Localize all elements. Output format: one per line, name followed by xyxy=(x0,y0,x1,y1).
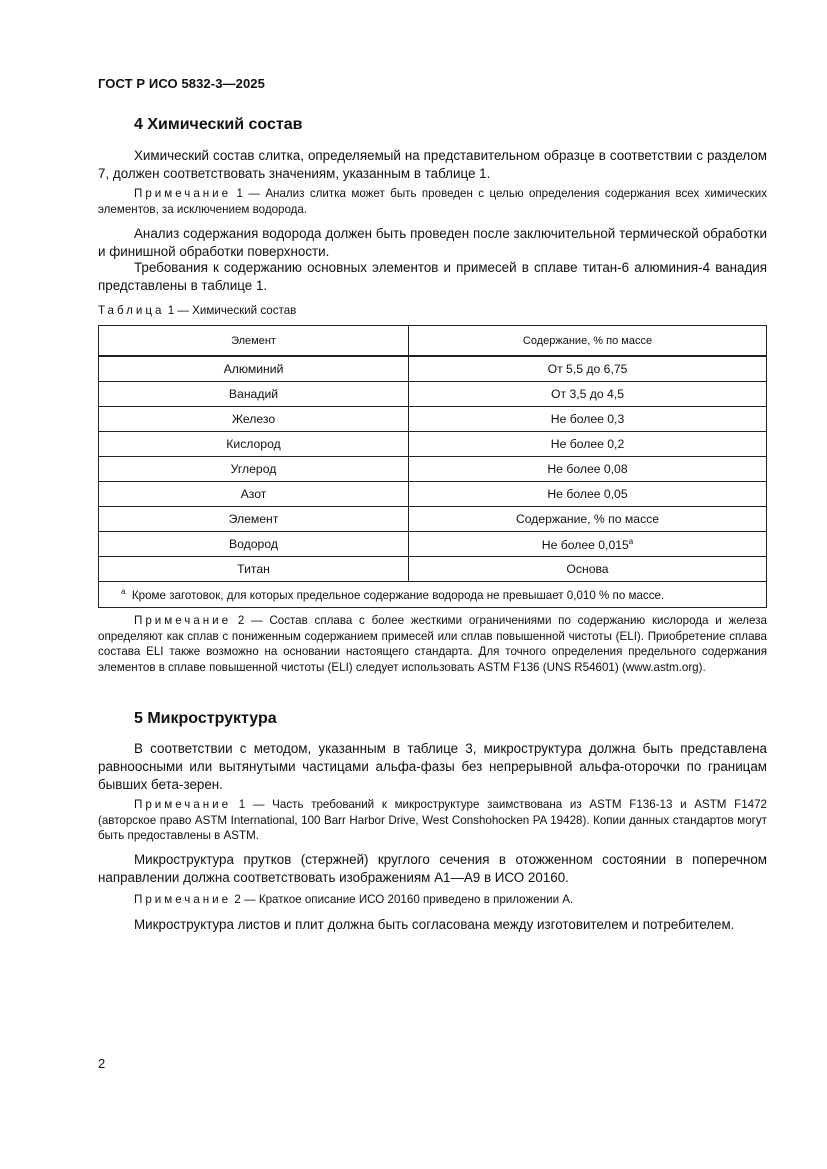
table-caption-label: Таблица xyxy=(98,304,165,317)
hydrogen-value: Не более 0,015 xyxy=(541,537,629,552)
table-row xyxy=(99,557,767,582)
table-footnote-row xyxy=(99,582,767,608)
cell-content: Не более 0,2 xyxy=(409,432,767,457)
table-row xyxy=(99,457,767,482)
cell-element: Элемент xyxy=(99,507,409,532)
table-row xyxy=(99,482,767,507)
section-5-title: 5 Микроструктура xyxy=(134,710,277,727)
cell-element: Ванадий xyxy=(99,382,409,407)
section-4-paragraph-1: Химический состав слитка, определяемый на представительном образце в соответствии с разделом 7, должен соответствовать значениям, указанным в таблице 1. xyxy=(98,148,767,181)
table-row xyxy=(99,407,767,432)
cell-element: Водород xyxy=(99,532,409,557)
cell-content: Не более 0,3 xyxy=(409,407,767,432)
cell-element: Железо xyxy=(99,407,409,432)
cell-element: Азот xyxy=(99,482,409,507)
section-5-paragraph-2: Микроструктура прутков (стержней) круглого сечения в отожженном состоянии в поперечном направлении должна соответствовать изображениям А1—А9 в ИСО 20160. xyxy=(98,852,767,885)
note-label: Примечание xyxy=(134,798,232,811)
cell-element: Алюминий xyxy=(99,356,409,382)
note-text: 2 — Краткое описание ИСО 20160 приведено в приложении А. xyxy=(231,893,574,906)
table-caption-text: 1 — Химический состав xyxy=(164,304,297,317)
note-text: 1 — Анализ слитка может быть проведен с целью определения содержания всех химических элементов, за исключением водорода. xyxy=(98,187,767,216)
section-5-paragraph-1: В соответствии с методом, указанным в таблице 3, микроструктура должна быть представлена равноосными или вытянутыми частицами альфа-фазы без непрерывной альфа-оторочки по границам бывших бета-зерен. xyxy=(98,741,767,792)
section-4-note-2 xyxy=(98,613,767,675)
footnote-text: Кроме заготовок, для которых предельное содержание водорода не превышает 0,010 % по массе. xyxy=(131,589,665,602)
cell-content: От 5,5 до 6,75 xyxy=(409,356,767,382)
cell-content: Основа xyxy=(409,557,767,582)
note-label: Примечание xyxy=(134,893,232,906)
cell-element: Кислород xyxy=(99,432,409,457)
table-header-row xyxy=(99,326,767,357)
table-row xyxy=(99,532,767,557)
header-element: Элемент xyxy=(99,326,409,357)
section-4-title: 4 Химический состав xyxy=(134,116,303,133)
note-label: Примечание xyxy=(134,187,232,200)
section-4-paragraph-2: Анализ содержания водорода должен быть проведен после заключительной термической обработки и финишной обработки поверхности. xyxy=(98,226,767,259)
section-5-note-1 xyxy=(98,797,767,844)
section-5-note-2 xyxy=(98,892,767,908)
section-5-paragraph-3: Микроструктура листов и плит должна быть согласована между изготовителем и потребителем. xyxy=(134,917,735,932)
cell-content: Содержание, % по массе xyxy=(409,507,767,532)
table-row xyxy=(99,356,767,382)
header-content: Содержание, % по массе xyxy=(409,326,767,357)
table-row xyxy=(99,507,767,532)
chemical-composition-table xyxy=(98,325,767,608)
section-4-paragraph-3: Требования к содержанию основных элементов и примесей в сплаве титан-6 алюминия-4 ванадия представлены в таблице 1. xyxy=(98,260,767,293)
cell-element: Титан xyxy=(99,557,409,582)
cell-content xyxy=(409,532,767,557)
cell-content: Не более 0,05 xyxy=(409,482,767,507)
footnote-mark: a xyxy=(121,587,126,596)
cell-element: Углерод xyxy=(99,457,409,482)
cell-content: От 3,5 до 4,5 xyxy=(409,382,767,407)
footnote-ref: a xyxy=(628,536,634,546)
table-1-caption xyxy=(98,304,296,317)
section-4-note-1 xyxy=(98,186,767,217)
note-text: 2 — Состав сплава с более жесткими ограничениями по содержанию кислорода и железа определяют как сплав с пониженным содержанием примесей или сплав повышенной чистоты (ELI). Приобретение сплава состава ELI также возможно на основании настоящего стандарта. Для точного определения предельного содержания элементов в сплаве повышенной чистоты (ELI) следует использовать ASTM F136 (UNS R54601) (www.astm.org). xyxy=(98,614,767,674)
table-row xyxy=(99,382,767,407)
cell-content: Не более 0,08 xyxy=(409,457,767,482)
note-label: Примечание xyxy=(134,614,232,627)
table-footnote xyxy=(99,582,767,608)
page-number: 2 xyxy=(98,1056,106,1071)
note-text: 1 — Часть требований к микроструктуре заимствована из ASTM F136-13 и ASTM F1472 (авторское право ASTM International, 100 Barr Harbor Drive, West Conshohocken PA 19428). Копии данных стандартов могут быть предоставлены в ASTM. xyxy=(98,798,767,842)
table-row xyxy=(99,432,767,457)
document-header: ГОСТ Р ИСО 5832-3—2025 xyxy=(98,76,265,91)
